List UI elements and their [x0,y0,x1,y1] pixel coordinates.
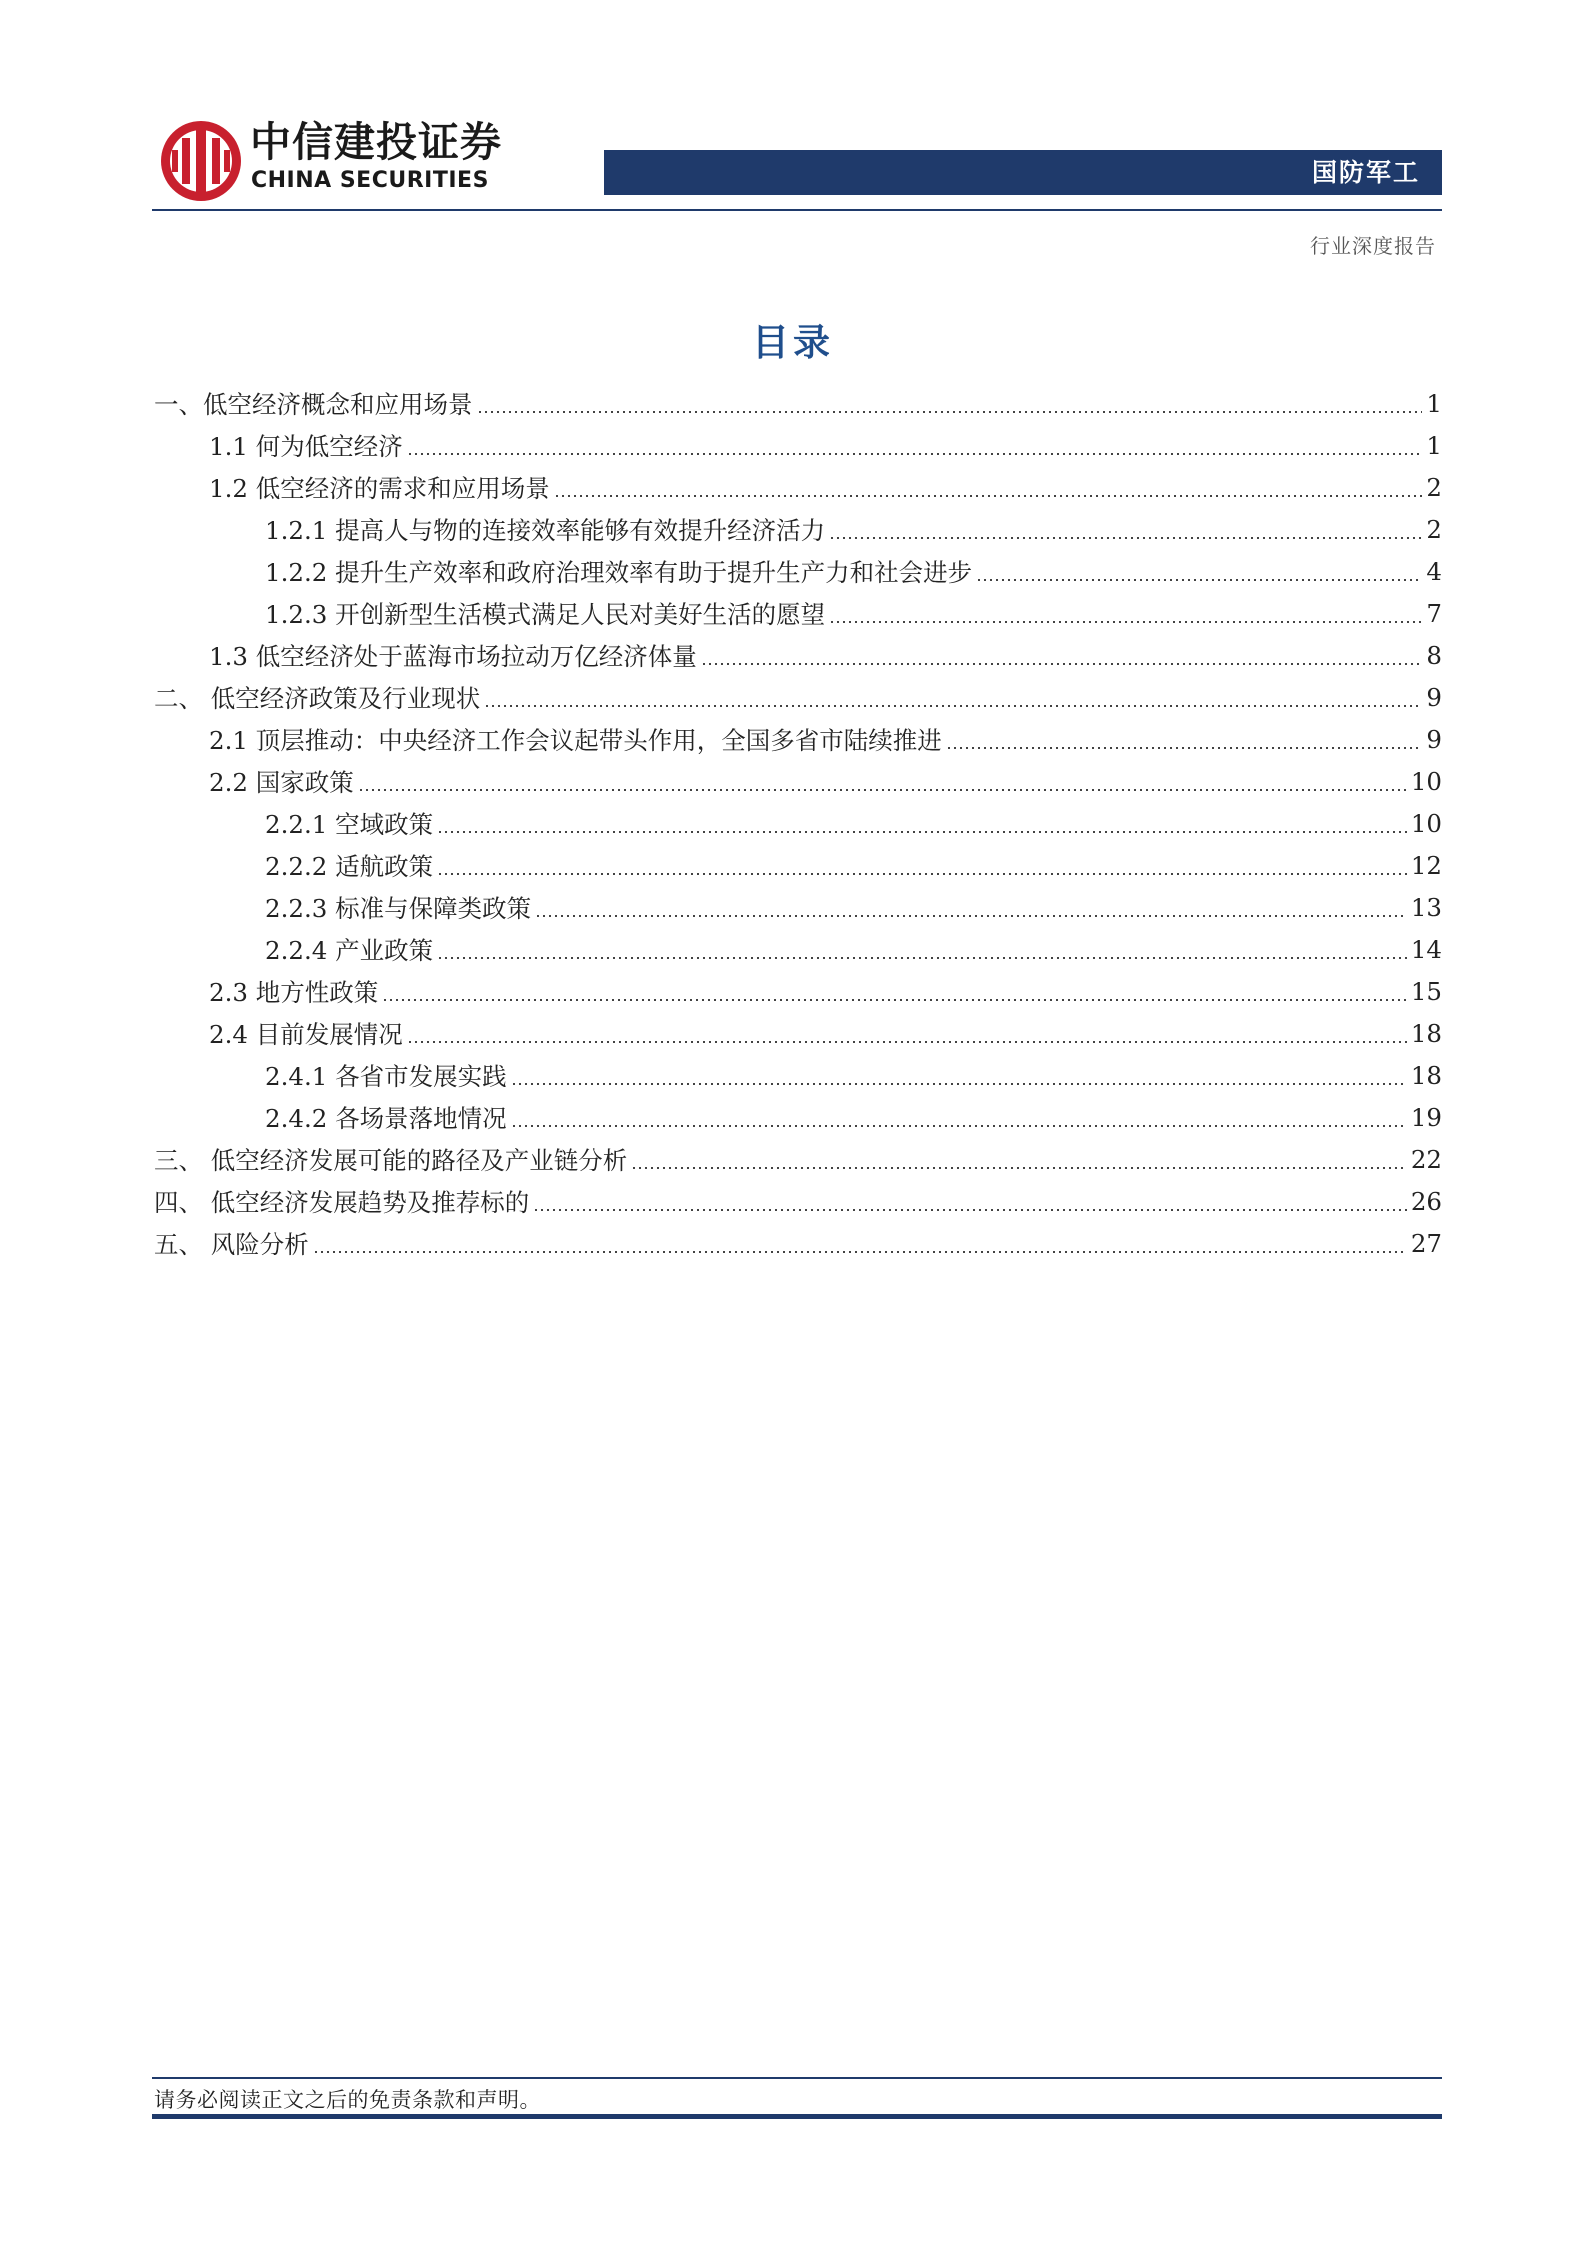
toc-entry[interactable] [154,886,1442,928]
toc-entry-label: 2.2.2 适航政策 [265,851,434,881]
toc-entry[interactable] [154,1054,1442,1096]
sector-banner [604,150,1442,195]
toc-leader-dots [701,663,1423,665]
toc-entry-label: 2.2.1 空域政策 [265,809,434,839]
toc-entry[interactable] [154,382,1442,424]
toc-entry-label: 一、低空经济概念和应用场景 [154,389,473,419]
toc-title: 目录 [752,321,834,364]
toc-entry[interactable] [154,718,1442,760]
toc-leader-dots [976,579,1422,581]
toc-leader-dots [477,411,1423,413]
toc-leader-dots [631,1167,1407,1169]
toc-leader-dots [382,999,1407,1001]
header-divider [152,209,1442,211]
toc-entry-label: 五、 风险分析 [154,1229,309,1259]
toc-entry-label: 1.3 低空经济处于蓝海市场拉动万亿经济体量 [209,641,697,671]
toc-entry[interactable] [154,970,1442,1012]
toc-entry[interactable] [154,802,1442,844]
toc-leader-dots [829,621,1422,623]
toc-entry-label: 1.1 何为低空经济 [209,431,403,461]
toc-leader-dots [313,1251,1407,1253]
toc-entry-page: 10 [1410,766,1442,796]
toc-entry-page: 26 [1410,1186,1442,1216]
toc-entry-label: 2.2.4 产业政策 [265,935,434,965]
brand-name-en: CHINA SECURITIES [251,168,489,193]
toc-entry[interactable] [154,1222,1442,1264]
toc-entry-page: 13 [1410,892,1442,922]
toc-leader-dots [554,495,1423,497]
toc-entry-page: 19 [1410,1102,1442,1132]
toc-entry-label: 1.2.1 提高人与物的连接效率能够有效提升经济活力 [265,515,826,545]
toc-entry-label: 1.2 低空经济的需求和应用场景 [209,473,550,503]
toc-entry[interactable] [154,1012,1442,1054]
toc-entry[interactable] [154,1138,1442,1180]
toc-entry-page: 1 [1426,388,1442,418]
toc-entry[interactable] [154,634,1442,676]
toc-entry[interactable] [154,1096,1442,1138]
toc-entry[interactable] [154,760,1442,802]
report-type-label: 行业深度报告 [1310,234,1436,258]
toc-leader-dots [946,747,1423,749]
toc-entry-page: 12 [1410,850,1442,880]
toc-entry-page: 22 [1410,1144,1442,1174]
toc-entry-page: 9 [1426,682,1442,712]
toc-entry-page: 15 [1410,976,1442,1006]
toc-entry-page: 7 [1426,598,1442,628]
toc-entry-page: 8 [1426,640,1442,670]
footer-divider [152,2077,1442,2079]
toc-leader-dots [437,873,1407,875]
toc-leader-dots [437,957,1407,959]
toc-entry-page: 18 [1410,1060,1442,1090]
toc-leader-dots [358,789,1407,791]
toc-entry-page: 14 [1410,934,1442,964]
toc-entry[interactable] [154,676,1442,718]
toc-entry[interactable] [154,844,1442,886]
toc-entry[interactable] [154,928,1442,970]
toc-entry-label: 1.2.2 提升生产效率和政府治理效率有助于提升生产力和社会进步 [265,557,973,587]
toc-entry-page: 2 [1426,514,1442,544]
table-of-contents [154,382,1442,1264]
toc-entry-label: 四、 低空经济发展趋势及推荐标的 [154,1187,530,1217]
toc-entry-page: 9 [1426,724,1442,754]
brand-name-cn: 中信建投证券 [250,118,502,166]
toc-entry[interactable] [154,424,1442,466]
toc-entry[interactable] [154,466,1442,508]
company-logo-icon [158,118,244,204]
footer-bar [152,2114,1442,2119]
toc-entry-label: 2.3 地方性政策 [209,977,379,1007]
toc-entry-label: 2.4.2 各场景落地情况 [265,1103,507,1133]
toc-entry-page: 27 [1410,1228,1442,1258]
toc-leader-dots [829,537,1422,539]
toc-entry-label: 2.2.3 标准与保障类政策 [265,893,532,923]
toc-entry-page: 10 [1410,808,1442,838]
toc-leader-dots [533,1209,1407,1211]
toc-leader-dots [407,453,1423,455]
toc-entry[interactable] [154,592,1442,634]
toc-leader-dots [535,915,1407,917]
toc-entry-label: 1.2.3 开创新型生活模式满足人民对美好生活的愿望 [265,599,826,629]
toc-entry-label: 2.1 顶层推动：中央经济工作会议起带头作用，全国多省市陆续推进 [209,725,942,755]
toc-entry-label: 三、 低空经济发展可能的路径及产业链分析 [154,1145,628,1175]
toc-leader-dots [484,705,1422,707]
toc-entry-label: 2.2 国家政策 [209,767,354,797]
toc-entry-page: 1 [1426,430,1442,460]
toc-entry-label: 二、 低空经济政策及行业现状 [154,683,481,713]
toc-leader-dots [407,1041,1407,1043]
toc-entry[interactable] [154,1180,1442,1222]
toc-leader-dots [437,831,1407,833]
footer-disclaimer: 请务必阅读正文之后的免责条款和声明。 [154,2088,541,2112]
toc-entry[interactable] [154,550,1442,592]
toc-entry-label: 2.4 目前发展情况 [209,1019,403,1049]
toc-entry-page: 18 [1410,1018,1442,1048]
toc-entry-page: 2 [1426,472,1442,502]
toc-entry[interactable] [154,508,1442,550]
toc-leader-dots [511,1083,1407,1085]
toc-leader-dots [511,1125,1407,1127]
sector-label: 国防军工 [1311,158,1420,187]
toc-entry-label: 2.4.1 各省市发展实践 [265,1061,507,1091]
toc-entry-page: 4 [1426,556,1442,586]
